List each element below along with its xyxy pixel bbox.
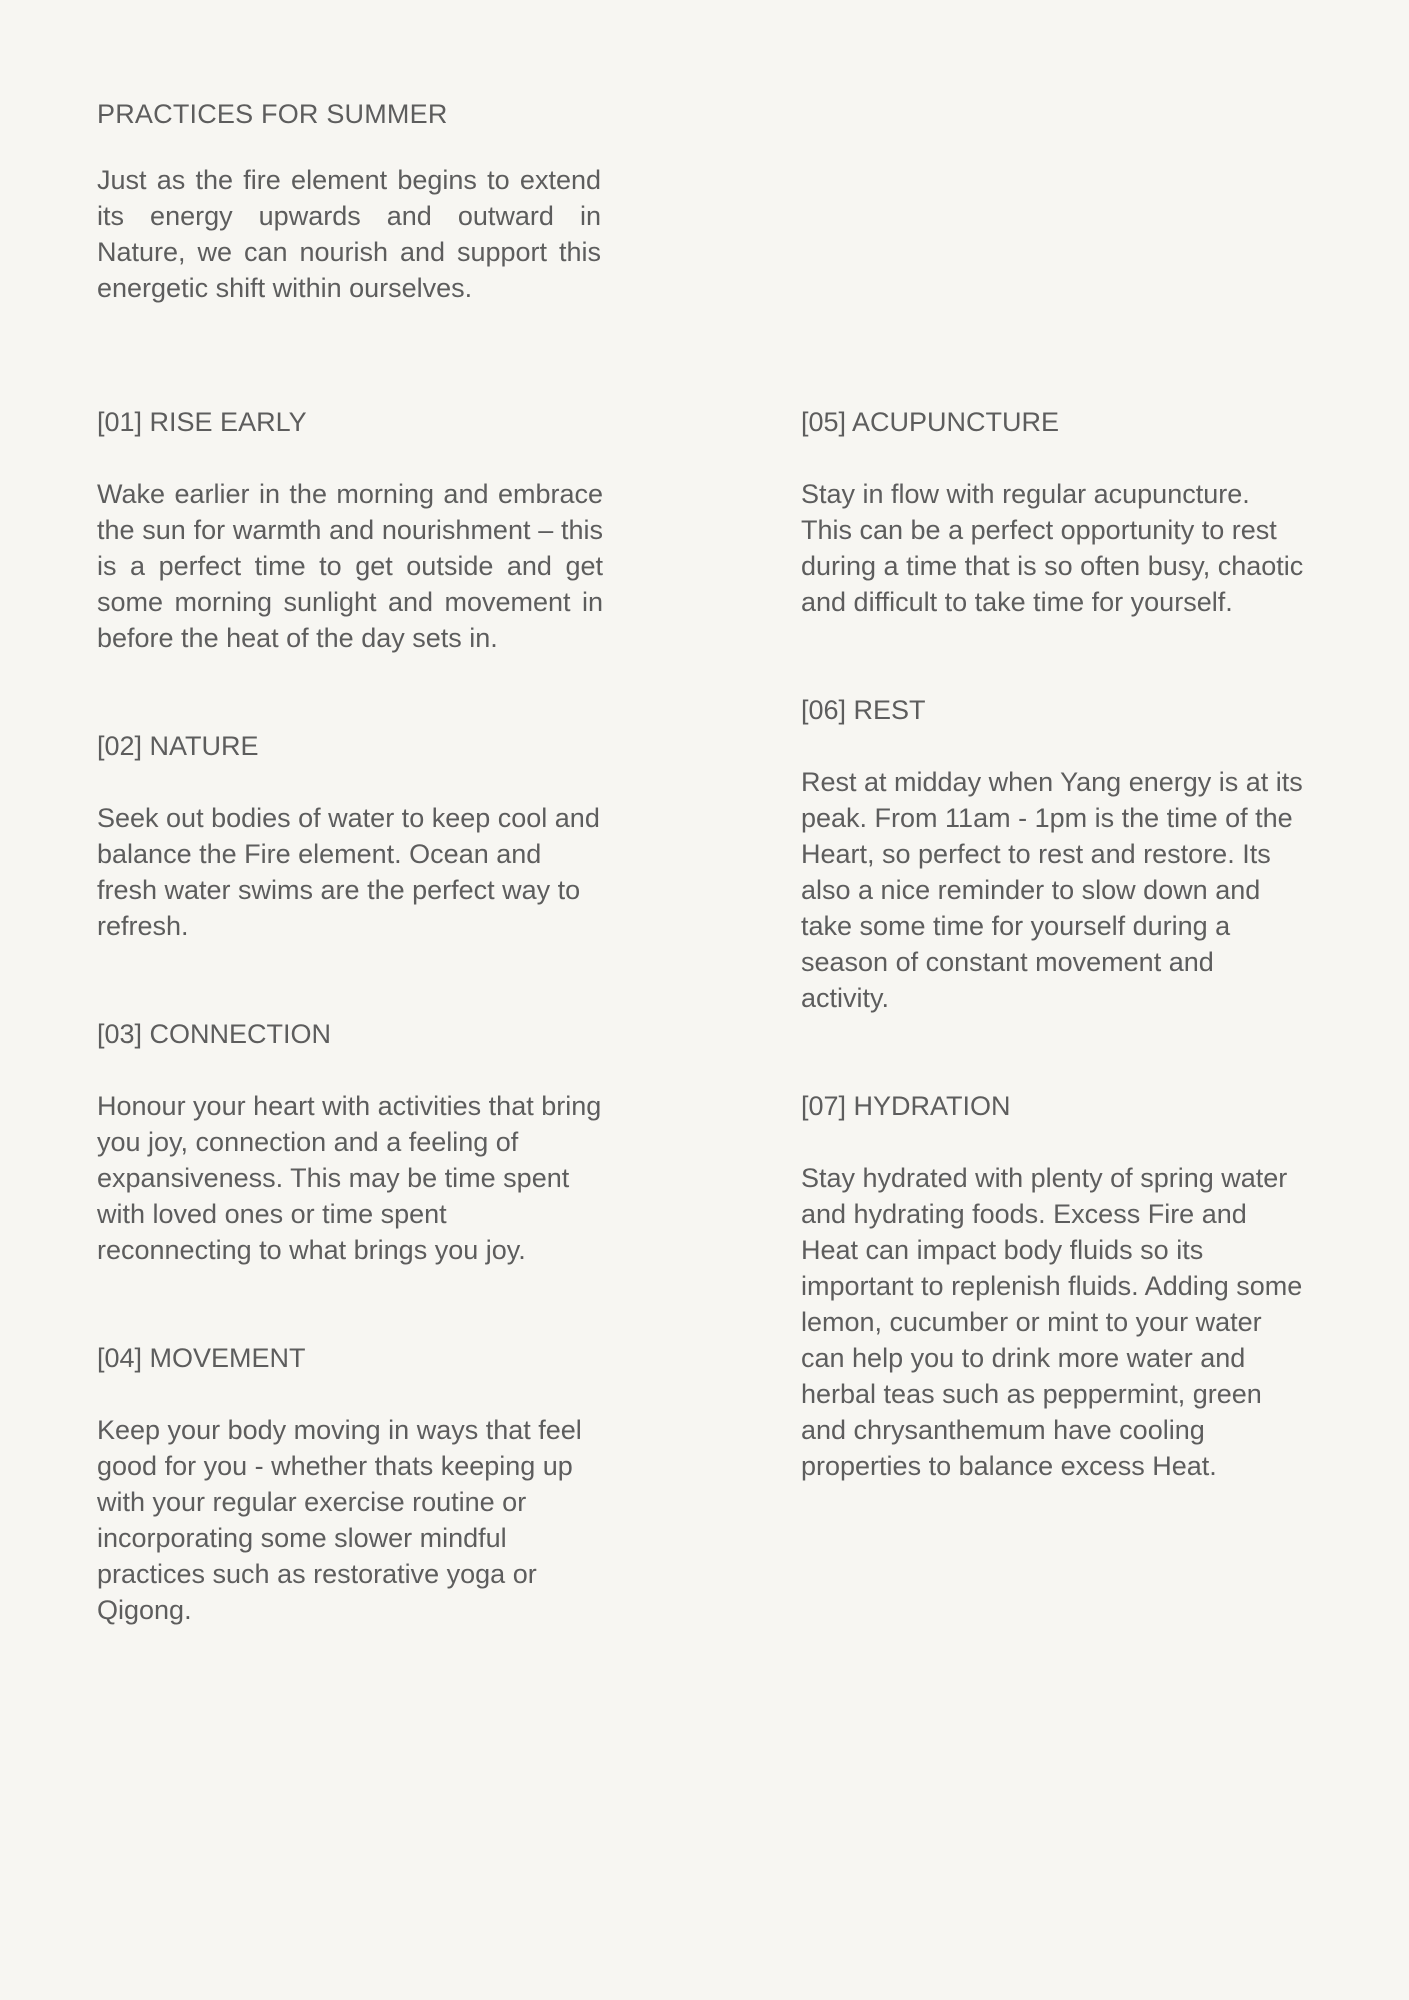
practice-heading: [01] RISE EARLY	[97, 407, 307, 437]
practice-nature	[97, 728, 603, 944]
practice-heading: [02] NATURE	[97, 731, 259, 761]
practice-heading: [03] CONNECTION	[97, 1019, 332, 1049]
practice-description: Honour your heart with activities that bring you joy, connection and a feeling of expansiveness. This may be time spent with loved ones or time spent reconnecting to what brings you joy.	[97, 1091, 602, 1265]
practice-description: Keep your body moving in ways that feel good for you - whether thats keeping up with your regular exercise routine or incorporating some slower mindful practices such as restorative yoga or Qigong.	[97, 1415, 582, 1625]
page-title: PRACTICES FOR SUMMER	[97, 99, 448, 129]
practice-heading: [07] HYDRATION	[801, 1091, 1011, 1121]
intro-paragraph: Just as the fire element begins to extend its energy upwards and outward in Nature, we can nourish and support this energetic shift within ourselves.	[97, 165, 601, 303]
practice-heading: [04] MOVEMENT	[97, 1343, 306, 1373]
practice-description: Rest at midday when Yang energy is at its peak. From 11am - 1pm is the time of the Heart, so perfect to rest and restore. Its also a nice reminder to slow down and take some time for yourself during a season of constant movement and activity.	[801, 767, 1303, 1013]
practice-rest	[801, 692, 1307, 1016]
practice-description: Seek out bodies of water to keep cool and balance the Fire element. Ocean and fresh water swims are the perfect way to refresh.	[97, 803, 600, 941]
practice-acupuncture	[801, 404, 1307, 620]
practice-description: Wake earlier in the morning and embrace the sun for warmth and nourishment – this is a perfect time to get outside and get some morning sunlight and movement in before the heat of the day sets in.	[97, 479, 603, 653]
practice-movement	[97, 1340, 603, 1628]
left-practices-column	[97, 404, 603, 1628]
practice-connection	[97, 1016, 603, 1268]
practice-hydration	[801, 1088, 1307, 1484]
practice-heading: [05] ACUPUNCTURE	[801, 407, 1060, 437]
right-practices-column	[801, 404, 1307, 1484]
practice-heading: [06] REST	[801, 695, 926, 725]
practice-rise-early	[97, 404, 603, 656]
practice-description: Stay in flow with regular acupuncture. This can be a perfect opportunity to rest during a time that is so often busy, chaotic and difficult to take time for yourself.	[801, 479, 1304, 617]
practice-description: Stay hydrated with plenty of spring water and hydrating foods. Excess Fire and Heat can impact body fluids so its important to replenish fluids. Adding some lemon, cucumber or mint to your water can help you to drink more water and herbal teas such as peppermint, green and chrysanthemum have cooling properties to balance excess Heat.	[801, 1163, 1303, 1481]
